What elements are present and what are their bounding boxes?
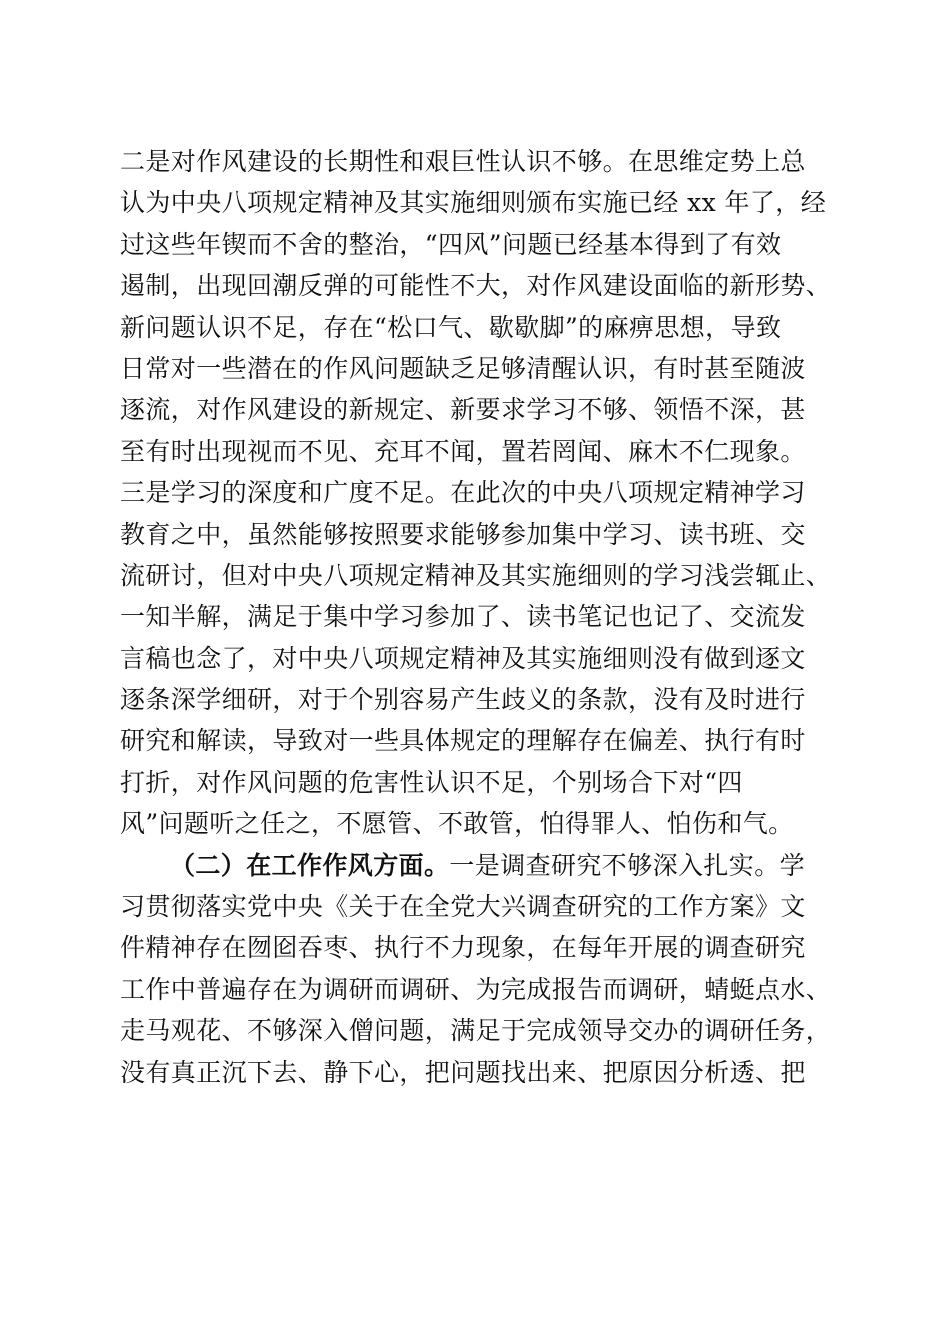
text-line: 走马观花、不够深入僧问题，满足于完成领导交办的调研任务， <box>120 1016 832 1046</box>
text-line: 至有时出现视而不见、充耳不闻，置若罔闻、麻木不仁现象。 <box>120 436 806 466</box>
text-line: 教育之中，虽然能够按照要求能够参加集中学习、读书班、交 <box>120 519 806 549</box>
text-line: 习贯彻落实党中央《关于在全党大兴调查研究的工作方案》文 <box>120 892 806 922</box>
text-line: 过这些年锲而不舍的整治，“四风”问题已经基本得到了有效 <box>120 229 782 259</box>
section-first-line <box>120 845 840 886</box>
text-line: 没有真正沉下去、静下心，把问题找出来、把原因分析透、把 <box>120 1057 806 1087</box>
text-line: 一知半解，满足于集中学习参加了、读书笔记也记了、交流发 <box>120 602 806 632</box>
section-first-line-text: 一是调查研究不够深入扎实。学 <box>449 850 806 880</box>
section-heading: （二）在工作作风方面。 <box>170 850 450 880</box>
text-line: 认为中央八项规定精神及其实施细则颁布实施已经 xx 年了，经 <box>120 188 827 218</box>
text-line: 遏制，出现回潮反弹的可能性不大，对作风建设面临的新形势、 <box>120 271 832 301</box>
text-line: 工作中普遍存在为调研而调研、为完成报告而调研，蜻蜓点水、 <box>120 974 832 1004</box>
text-line: 逐条深学细研，对于个别容易产生歧义的条款，没有及时进行 <box>120 685 806 715</box>
text-line: 新问题认识不足，存在“松口气、歇歇脚”的麻痹思想，导致 <box>120 312 782 342</box>
text-line: 言稿也念了，对中央八项规定精神及其实施细则没有做到逐文 <box>120 643 806 673</box>
text-line: 研究和解读，导致对一些具体规定的理解存在偏差、执行有时 <box>120 726 806 756</box>
text-line: 三是学习的深度和广度不足。在此次的中央八项规定精神学习 <box>120 478 806 508</box>
document-body <box>120 141 840 1093</box>
text-line: 打折，对作风问题的危害性认识不足，个别场合下对“四 <box>120 767 743 797</box>
text-line: 日常对一些潜在的作风问题缺乏足够清醒认识，有时甚至随波 <box>120 353 806 383</box>
text-line: 逐流，对作风建设的新规定、新要求学习不够、领悟不深，甚 <box>120 395 806 425</box>
text-line: 二是对作风建设的长期性和艰巨性认识不够。在思维定势上总 <box>120 147 806 176</box>
text-line: 件精神存在囫囵吞枣、执行不力现象，在每年开展的调查研究 <box>120 933 806 963</box>
text-line: 流研讨，但对中央八项规定精神及其实施细则的学习浅尝辄止、 <box>120 560 832 590</box>
text-line: 风”问题听之任之，不愿管、不敢管，怕得罪人、怕伤和气。 <box>120 809 794 839</box>
